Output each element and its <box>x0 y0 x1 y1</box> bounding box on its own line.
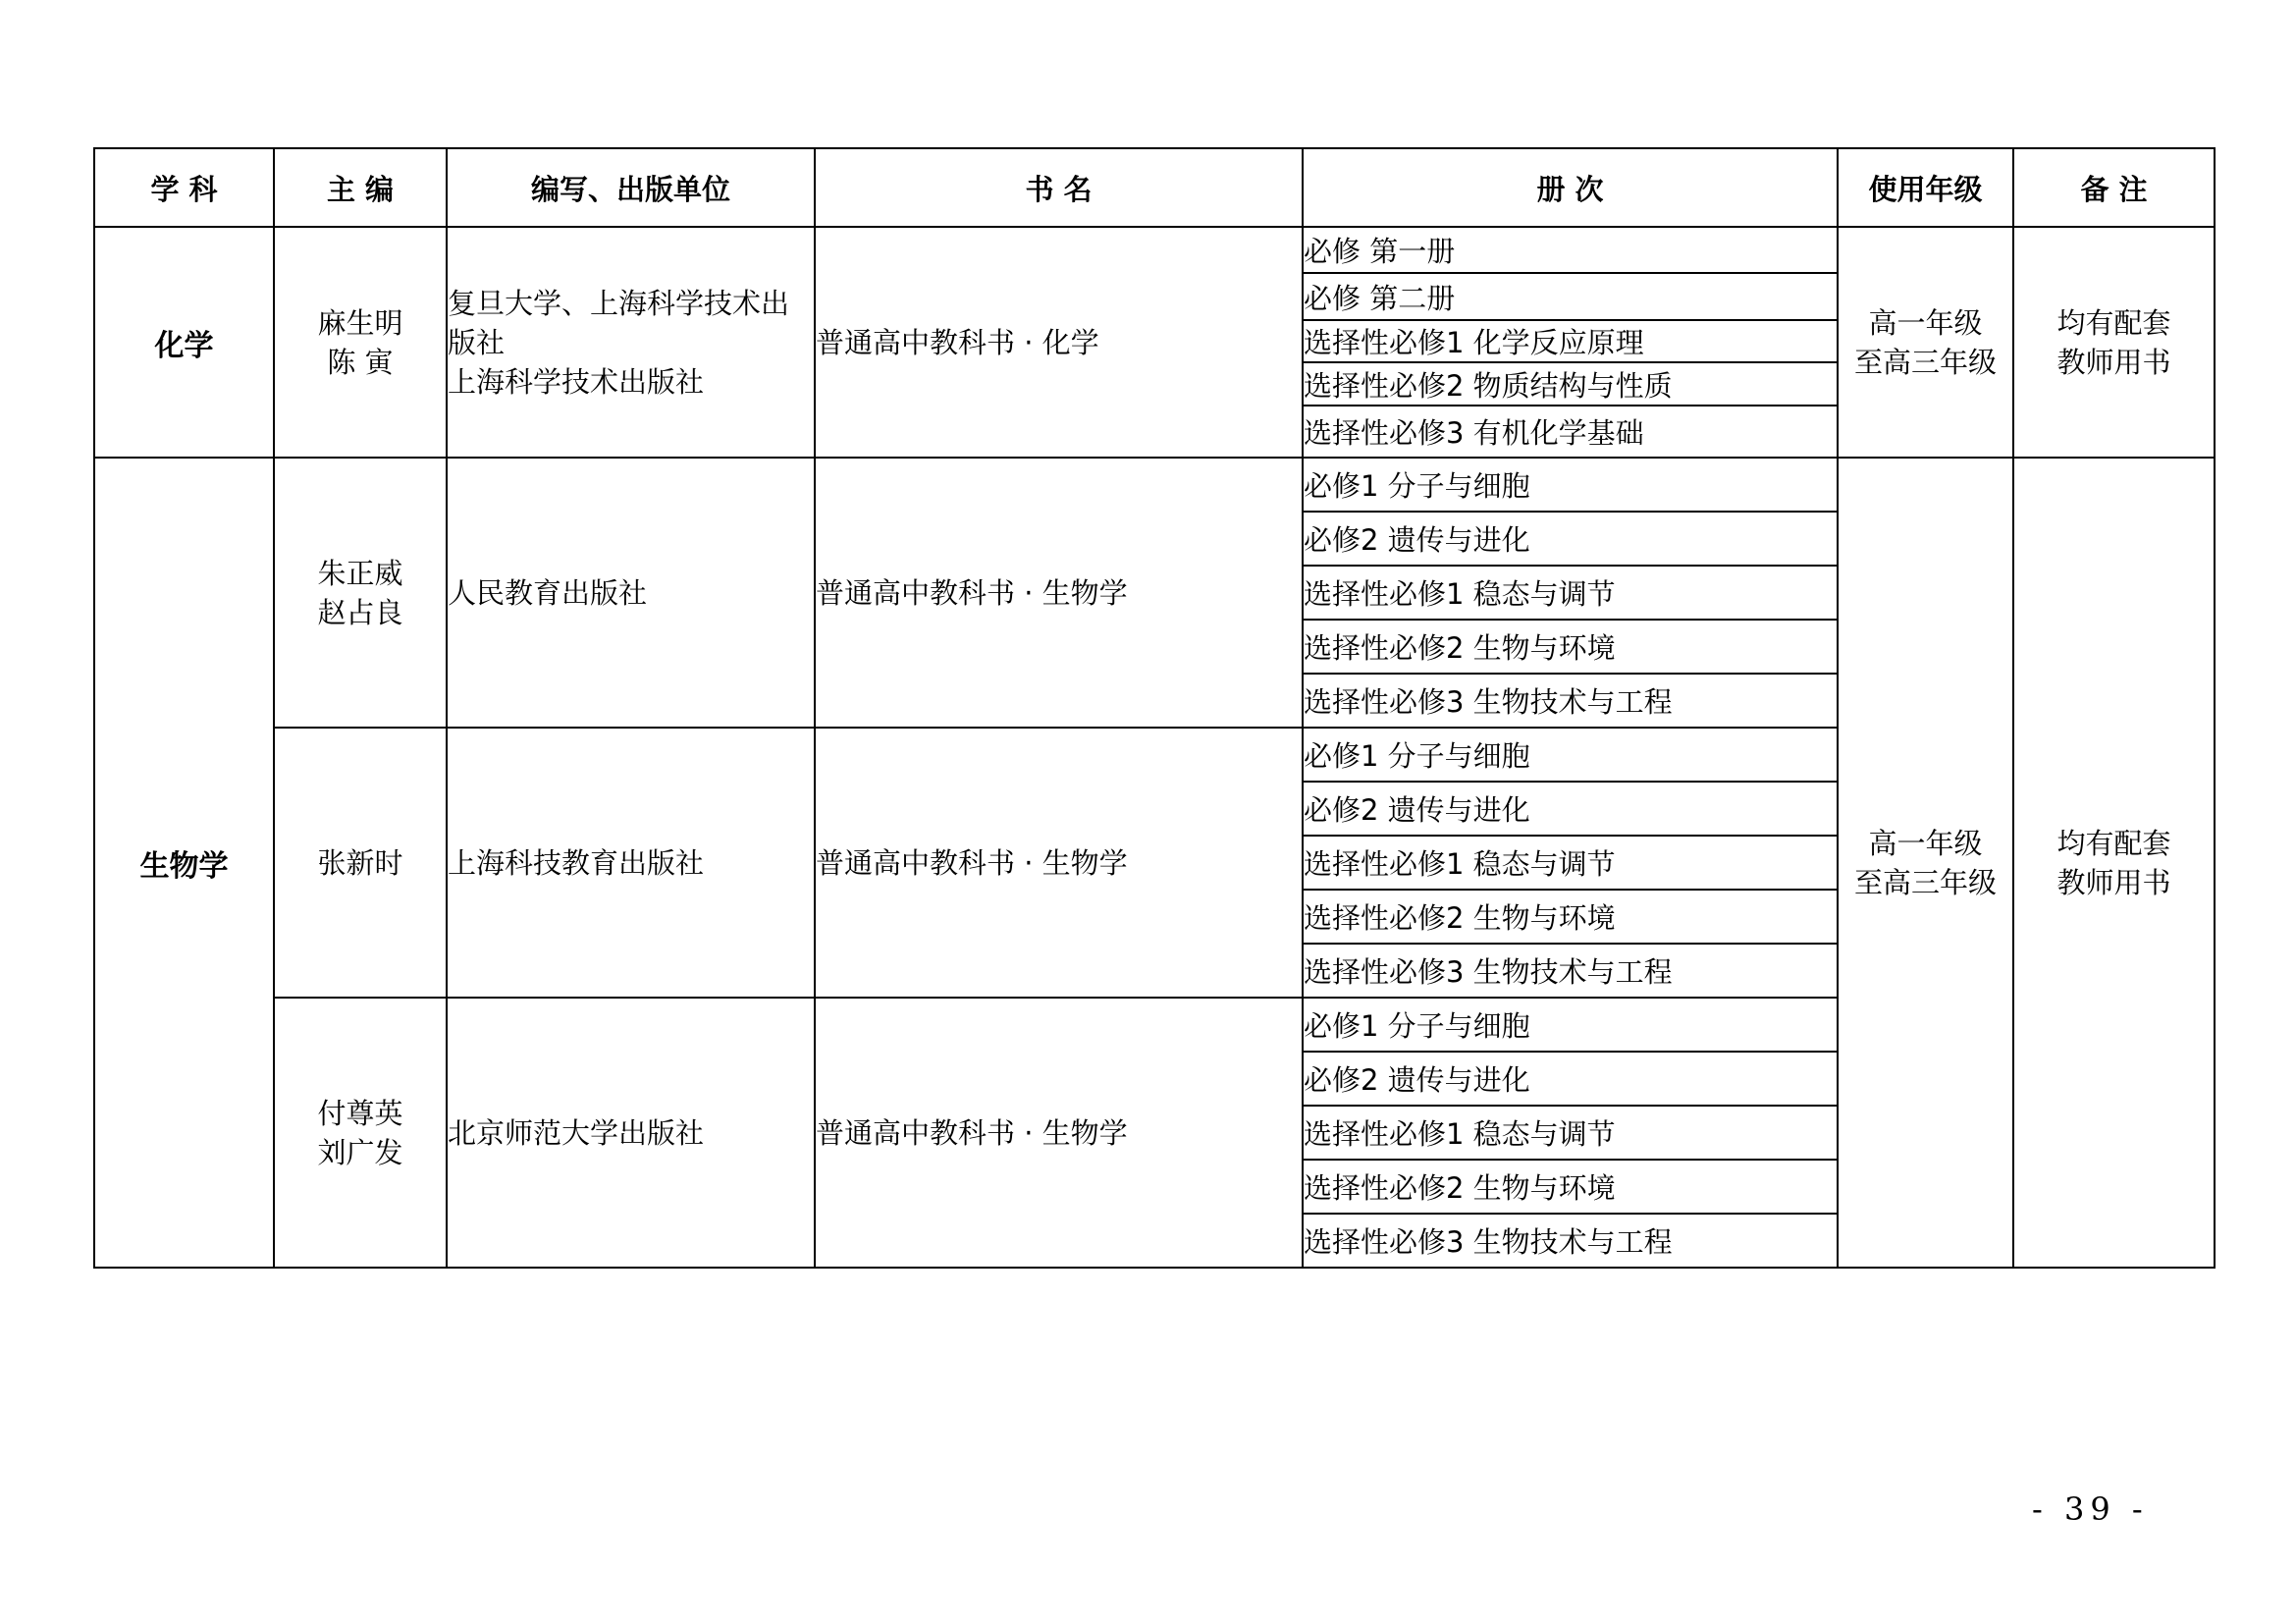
volume-cell: 选择性必修2 生物与环境 <box>1303 1160 1838 1214</box>
header-publisher: 编写、出版单位 <box>447 148 815 227</box>
volume-cell: 选择性必修3 生物技术与工程 <box>1303 1214 1838 1268</box>
publisher-cell: 复旦大学、上海科学技术出 版社 上海科学技术出版社 <box>447 227 815 458</box>
grade-cell: 高一年级 至高三年级 <box>1838 458 2013 1268</box>
publisher-cell: 人民教育出版社 <box>447 458 815 728</box>
header-subject: 学 科 <box>94 148 274 227</box>
volume-cell: 必修1 分子与细胞 <box>1303 458 1838 512</box>
editor-cell: 张新时 <box>274 728 447 998</box>
header-volume: 册 次 <box>1303 148 1838 227</box>
textbook-table <box>93 147 2216 1269</box>
book-cell: 普通高中教科书 · 生物学 <box>815 458 1303 728</box>
header-row <box>94 148 2215 227</box>
volume-cell: 选择性必修1 稳态与调节 <box>1303 1106 1838 1160</box>
volume-cell: 选择性必修3 有机化学基础 <box>1303 406 1838 458</box>
book-cell: 普通高中教科书 · 生物学 <box>815 728 1303 998</box>
volume-cell: 选择性必修2 物质结构与性质 <box>1303 362 1838 406</box>
volume-cell: 必修2 遗传与进化 <box>1303 1052 1838 1106</box>
volume-cell: 选择性必修1 化学反应原理 <box>1303 320 1838 362</box>
volume-cell: 必修2 遗传与进化 <box>1303 782 1838 836</box>
header-book: 书 名 <box>815 148 1303 227</box>
volume-cell: 选择性必修3 生物技术与工程 <box>1303 674 1838 728</box>
book-cell: 普通高中教科书 · 化学 <box>815 227 1303 458</box>
volume-cell: 选择性必修1 稳态与调节 <box>1303 836 1838 890</box>
header-editor: 主 编 <box>274 148 447 227</box>
header-grade: 使用年级 <box>1838 148 2013 227</box>
volume-cell: 选择性必修2 生物与环境 <box>1303 890 1838 944</box>
subject-cell: 生物学 <box>94 458 274 1268</box>
volume-cell: 选择性必修1 稳态与调节 <box>1303 566 1838 620</box>
remark-cell: 均有配套 教师用书 <box>2013 458 2215 1268</box>
page-number: - 39 - <box>2032 1490 2149 1528</box>
volume-cell: 必修1 分子与细胞 <box>1303 998 1838 1052</box>
publisher-cell: 上海科技教育出版社 <box>447 728 815 998</box>
publisher-cell: 北京师范大学出版社 <box>447 998 815 1268</box>
editor-cell: 麻生明 陈 寅 <box>274 227 447 458</box>
remark-cell: 均有配套 教师用书 <box>2013 227 2215 458</box>
header-remark: 备 注 <box>2013 148 2215 227</box>
table-row <box>94 227 2215 273</box>
volume-cell: 选择性必修2 生物与环境 <box>1303 620 1838 674</box>
volume-cell: 必修2 遗传与进化 <box>1303 512 1838 566</box>
table-row <box>94 458 2215 512</box>
volume-cell: 必修 第二册 <box>1303 273 1838 320</box>
editor-cell: 付尊英 刘广发 <box>274 998 447 1268</box>
grade-cell: 高一年级 至高三年级 <box>1838 227 2013 458</box>
editor-cell: 朱正威 赵占良 <box>274 458 447 728</box>
volume-cell: 必修 第一册 <box>1303 227 1838 273</box>
book-cell: 普通高中教科书 · 生物学 <box>815 998 1303 1268</box>
subject-cell: 化学 <box>94 227 274 458</box>
volume-cell: 选择性必修3 生物技术与工程 <box>1303 944 1838 998</box>
volume-cell: 必修1 分子与细胞 <box>1303 728 1838 782</box>
